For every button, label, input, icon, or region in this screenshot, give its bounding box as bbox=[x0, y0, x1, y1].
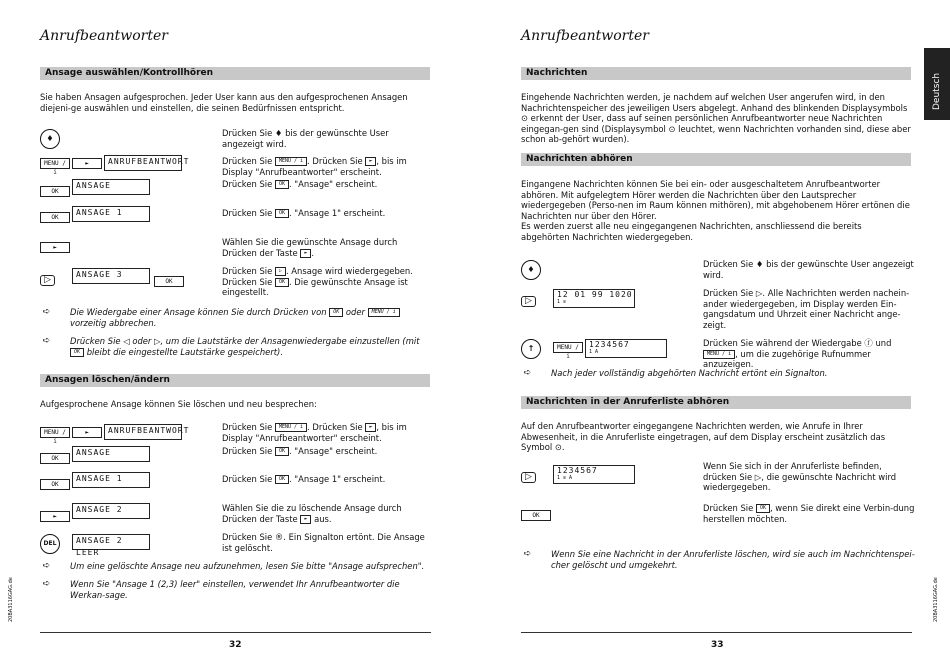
lcd-display: ANRUFBEANTWORT bbox=[104, 424, 182, 440]
footer-rule bbox=[521, 632, 912, 633]
note-arrow-icon: ➪ bbox=[42, 561, 51, 571]
right-arrow-key-icon: ► bbox=[300, 249, 311, 258]
note-text: Um eine gelöschte Ansage neu aufzunehmen, lesen Sie bitte "Ansage aufsprechen". bbox=[70, 561, 425, 571]
lcd-display: 1234567 1 A bbox=[585, 339, 667, 358]
note-text: Wenn Sie "Ansage 1 (2,3) leer" einstellen, verwendet Ihr Anrufbeantworter die Werkan-sage. bbox=[70, 579, 400, 600]
lcd-display: 12 01 99 1020 1 ⊙ bbox=[553, 289, 635, 308]
ok-key-icon: OK bbox=[275, 475, 289, 484]
ok-key-icon: OK bbox=[40, 186, 70, 197]
lcd-display: ANSAGE 1 bbox=[72, 472, 150, 488]
step-text: Drücken Sie OK , wenn Sie direkt eine Verbin-dung herstellen möchten. bbox=[703, 503, 915, 524]
ok-key-icon: OK bbox=[329, 308, 343, 317]
right-page bbox=[475, 0, 950, 659]
page-header-right: Anrufbeantworter bbox=[521, 28, 649, 44]
play-key-icon: ▷ bbox=[275, 267, 286, 276]
menu-key-icon: MENU / i bbox=[275, 423, 307, 432]
step-text: Wählen Sie die zu löschende Ansage durch Drücken der Taste ► aus. bbox=[222, 503, 402, 524]
ok-key-icon: OK bbox=[275, 180, 289, 189]
ok-key-icon: OK bbox=[756, 504, 770, 513]
right-arrow-key-icon: ► bbox=[72, 427, 102, 438]
step-text: Drücken Sie MENU / i . Drücken Sie ► , bis im Display "Anrufbeantworter" erscheint. bbox=[222, 422, 407, 443]
body-text: Eingangene Nachrichten können Sie bei ein- oder ausgeschaltetem Anrufbeantworter abhören. Mit aufgelegtem Hörer werden die Nachrichten über den Lautsprecher wiedergegeben (Perso-nen im Raum können mithören), mit abgehobenem Hörer ertönen die Nachrichten nur über den Hörer. Es werden zuerst alle neu eingegangenen Nachrichten, anschliessend die bereits abgehörten Nachrichten wiedergegeben. bbox=[521, 179, 910, 242]
step-text: Drücken Sie ♦ bis der gewünschte User angezeigt wird. bbox=[222, 128, 389, 149]
ok-key-icon: OK bbox=[40, 212, 70, 223]
intro-text: Sie haben Ansagen aufgesprochen. Jeder User kann aus den aufgesprochenen Ansagen diejeni-ge auswählen und einstellen, die seinen Bedürfnissen entspricht. bbox=[40, 92, 408, 113]
section-title-anruferliste: Nachrichten in der Anruferliste abhören bbox=[521, 396, 911, 409]
lcd-display: ANSAGE 2 LEER bbox=[72, 534, 150, 550]
up-key-icon: ↑ bbox=[521, 339, 541, 359]
note-text: Die Wiedergabe einer Ansage können Sie durch Drücken von OK oder MENU / i vorzeitig abbrechen. bbox=[70, 307, 432, 328]
ok-key-icon: OK bbox=[154, 276, 184, 287]
user-key-icon: ♦ bbox=[40, 129, 60, 149]
ok-key-icon: OK bbox=[40, 479, 70, 490]
lcd-display: ANSAGE 1 bbox=[72, 206, 150, 222]
section-title-nachrichten: Nachrichten bbox=[521, 67, 911, 80]
note-text: Nach jeder vollständig abgehörten Nachricht ertönt ein Signalton. bbox=[551, 368, 828, 378]
ok-key-icon: OK bbox=[521, 510, 551, 521]
step-text: Drücken Sie ♦ bis der gewünschte User angezeigt wird. bbox=[703, 259, 914, 280]
note-text: Drücken Sie ◁ oder ▷, um die Lautstärke der Ansagenwiedergabe einzustellen (mit OK bleibt die eingestellte Lautstärke gespeichert). bbox=[70, 336, 420, 357]
note-arrow-icon: ➪ bbox=[42, 579, 51, 589]
language-tab: Deutsch bbox=[924, 48, 950, 120]
footer-rule bbox=[40, 632, 431, 633]
page-number: 32 bbox=[229, 640, 242, 650]
ok-key-icon: OK bbox=[70, 348, 84, 357]
body-text: Auf den Anrufbeantworter eingegangene Nachrichten werden, wie Anrufe in Ihrer Abwesenheit, in die Anruferliste eingetragen, auf dem Display erscheint zusätzlich das Symbol ⊙. bbox=[521, 421, 886, 453]
intro-text: Aufgesprochene Ansage können Sie löschen und neu besprechen: bbox=[40, 399, 317, 409]
section-title-ansage-auswaehlen: Ansage auswählen/Kontrollhören bbox=[40, 67, 430, 80]
step-text: Drücken Sie während der Wiedergabe ⓕ und MENU / i , um die zugehörige Rufnummer anzuzeigen. bbox=[703, 338, 892, 370]
lcd-display: 1234567 1 ⊙ A bbox=[553, 465, 635, 484]
note-text: Wenn Sie eine Nachricht in der Anruferliste löschen, wird sie auch im Nachrichtenspei-cher gelöscht und umgekehrt. bbox=[551, 549, 915, 570]
note-arrow-icon: ➪ bbox=[42, 307, 51, 317]
lcd-display: ANSAGE 2 bbox=[72, 503, 150, 519]
step-text: Drücken Sie ▷ . Ansage wird wiedergegeben. Drücken Sie OK . Die gewünschte Ansage ist eingestellt. bbox=[222, 266, 413, 298]
ok-key-icon: OK bbox=[275, 209, 289, 218]
section-title-nachrichten-abhoeren: Nachrichten abhören bbox=[521, 153, 911, 166]
body-text: Eingehende Nachrichten werden, je nachdem auf welchen User angerufen wird, in den Nachrichtenspeicher des jeweiligen Users abgelegt. Anhand des blinkenden Displaysymbols ⊙ erkennt der User, dass auf seinen persönlichen Anrufbeantworter neue Nachrichten eingegan-gen sind (Displaysymbol ⊙ leuchtet, wenn Nachrichten vorhanden sind, diese aber schon ab-gehört wurden). bbox=[521, 92, 911, 145]
user-key-icon: ♦ bbox=[521, 260, 541, 280]
ok-key-icon: OK bbox=[275, 278, 289, 287]
ok-key-icon: OK bbox=[40, 453, 70, 464]
menu-key-icon: MENU / i bbox=[40, 158, 70, 169]
lcd-display: ANSAGE bbox=[72, 179, 150, 195]
right-arrow-key-icon: ► bbox=[72, 158, 102, 169]
menu-key-icon: MENU / i bbox=[275, 157, 307, 166]
lcd-display: ANRUFBEANTWORT bbox=[104, 155, 182, 171]
right-arrow-key-icon: ► bbox=[40, 242, 70, 253]
right-arrow-key-icon: ► bbox=[300, 515, 311, 524]
play-key-icon: ▷ bbox=[40, 275, 55, 286]
lcd-display: ANSAGE bbox=[72, 446, 150, 462]
right-arrow-key-icon: ► bbox=[40, 511, 70, 522]
step-text: Drücken Sie OK . "Ansage" erscheint. bbox=[222, 179, 378, 189]
menu-key-icon: MENU / i bbox=[40, 427, 70, 438]
step-text: Drücken Sie OK . "Ansage 1" erscheint. bbox=[222, 208, 386, 218]
page-header-left: Anrufbeantworter bbox=[40, 28, 168, 44]
step-text: Drücken Sie MENU / i . Drücken Sie ► , bis im Display "Anrufbeantworter" erscheint. bbox=[222, 156, 407, 177]
step-text: Wählen Sie die gewünschte Ansage durch Drücken der Taste ► . bbox=[222, 237, 398, 258]
side-code: 20BA3116GAG.de bbox=[8, 577, 14, 622]
right-arrow-key-icon: ► bbox=[365, 157, 376, 166]
delete-key-icon: DEL bbox=[40, 534, 60, 554]
step-text: Drücken Sie ▷. Alle Nachrichten werden nachein-ander wiedergegeben, im Display werden Ein-gangsdatum und Uhrzeit einer Nachricht ange-zeigt. bbox=[703, 288, 910, 330]
step-text: Drücken Sie ®. Ein Signalton ertönt. Die Ansage ist gelöscht. bbox=[222, 532, 425, 553]
page-number: 33 bbox=[711, 640, 724, 650]
right-arrow-key-icon: ► bbox=[365, 423, 376, 432]
step-text: Wenn Sie sich in der Anruferliste befinden, drücken Sie ▷, die gewünschte Nachricht wird wiedergegeben. bbox=[703, 461, 897, 493]
note-arrow-icon: ➪ bbox=[523, 549, 532, 559]
play-key-icon: ▷ bbox=[521, 472, 536, 483]
note-arrow-icon: ➪ bbox=[42, 336, 51, 346]
note-arrow-icon: ➪ bbox=[523, 368, 532, 378]
section-title-ansagen-loeschen: Ansagen löschen/ändern bbox=[40, 374, 430, 387]
side-code: 20BA3116GAG.de bbox=[933, 577, 939, 622]
ok-key-icon: OK bbox=[275, 447, 289, 456]
step-text: Drücken Sie OK . "Ansage" erscheint. bbox=[222, 446, 378, 456]
step-text: Drücken Sie OK . "Ansage 1" erscheint. bbox=[222, 474, 386, 484]
play-key-icon: ▷ bbox=[521, 296, 536, 307]
menu-key-icon: MENU / i bbox=[553, 342, 583, 353]
menu-key-icon: MENU / i bbox=[368, 308, 400, 317]
menu-key-icon: MENU / i bbox=[703, 350, 735, 359]
lcd-display: ANSAGE 3 bbox=[72, 268, 150, 284]
